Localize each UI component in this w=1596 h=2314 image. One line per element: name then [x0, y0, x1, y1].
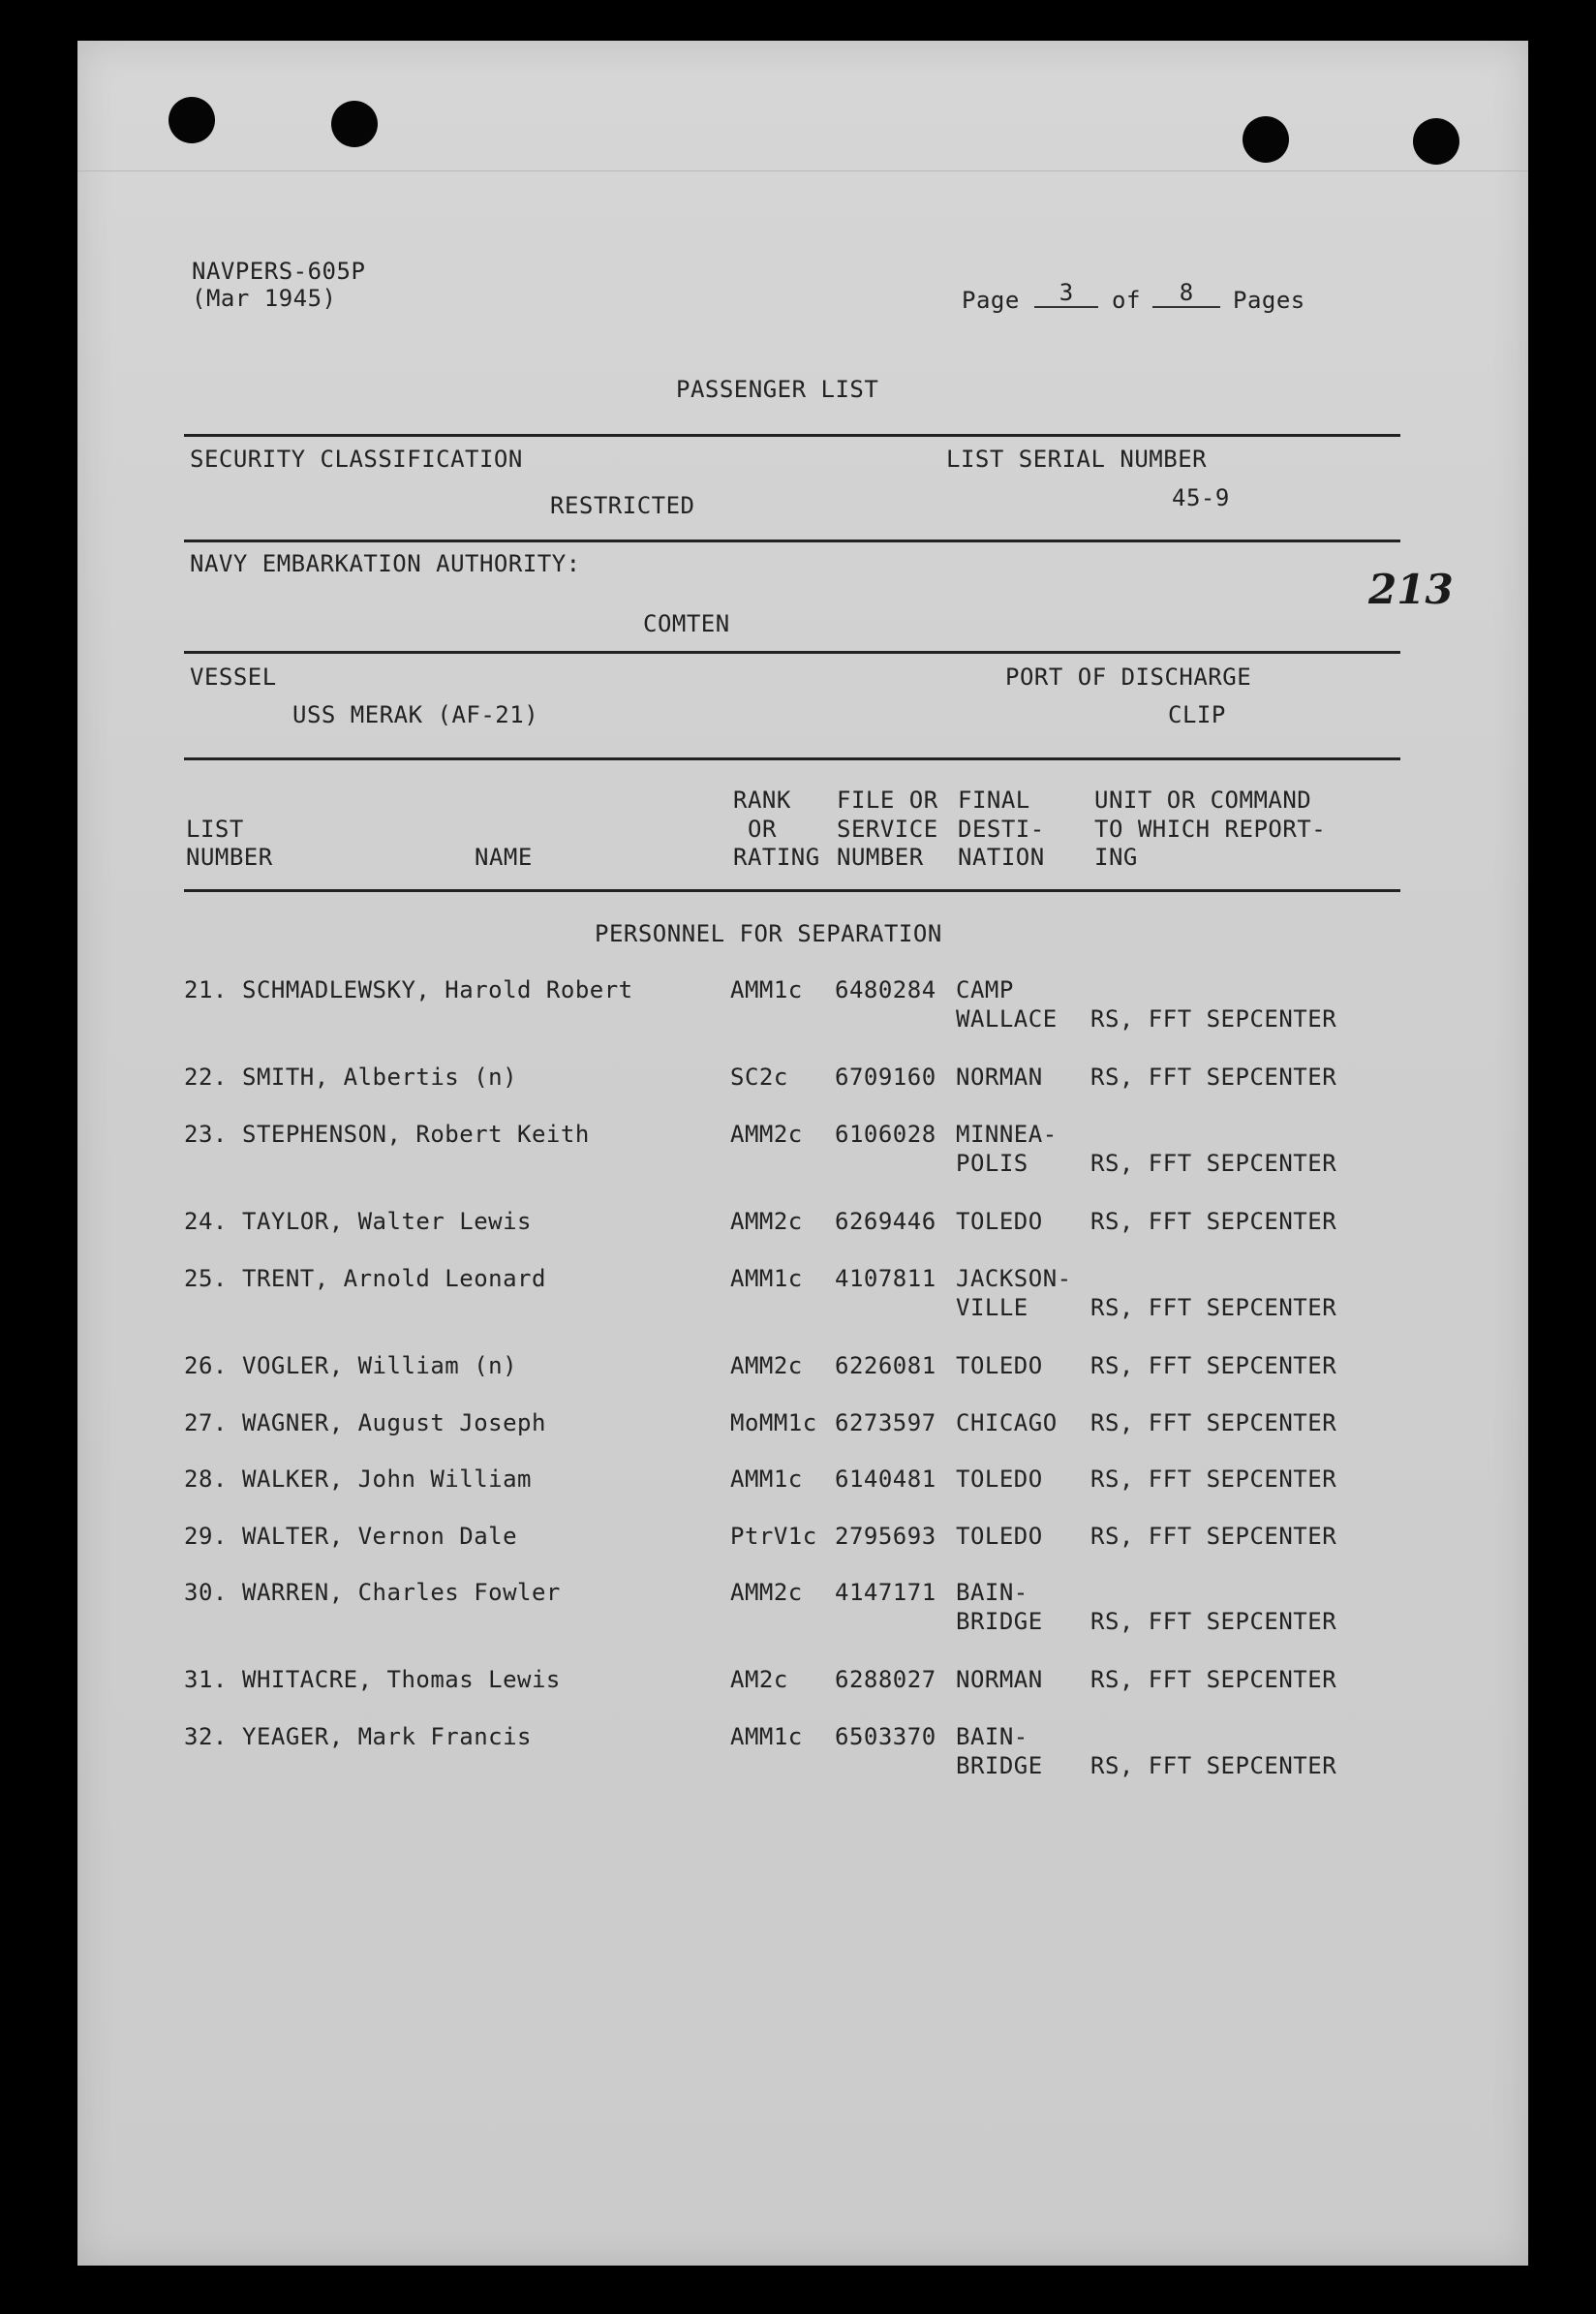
authority-label: NAVY EMBARKATION AUTHORITY: — [190, 550, 581, 577]
row-rank: AM2c — [730, 1666, 788, 1693]
divider — [184, 889, 1400, 892]
col-file-2: SERVICE — [837, 816, 938, 843]
row-unit: RS, FFT SEPCENTER — [1090, 1352, 1337, 1379]
row-destination-cont: BRIDGE — [956, 1752, 1043, 1779]
row-rank: MoMM1c — [730, 1409, 817, 1436]
row-list-number: 24. — [184, 1208, 228, 1235]
punch-hole-2 — [331, 101, 378, 147]
row-list-number: 31. — [184, 1666, 228, 1693]
row-destination: CHICAGO — [956, 1409, 1058, 1436]
row-unit: RS, FFT SEPCENTER — [1090, 1064, 1337, 1091]
col-dest-3: NATION — [958, 844, 1045, 871]
row-destination: TOLEDO — [956, 1523, 1043, 1550]
row-name: SMITH, Albertis (n) — [242, 1064, 518, 1091]
row-name: WARREN, Charles Fowler — [242, 1579, 561, 1606]
row-unit: RS, FFT SEPCENTER — [1090, 1752, 1337, 1779]
stamp-number: 213 — [1368, 566, 1454, 613]
security-value: RESTRICTED — [550, 492, 695, 519]
row-destination: BAIN- — [956, 1579, 1028, 1606]
row-name: WHITACRE, Thomas Lewis — [242, 1666, 561, 1693]
row-rank: AMM2c — [730, 1579, 803, 1606]
row-rank: AMM2c — [730, 1352, 803, 1379]
col-name: NAME — [475, 844, 533, 871]
row-unit: RS, FFT SEPCENTER — [1090, 1409, 1337, 1436]
row-name: WALTER, Vernon Dale — [242, 1523, 518, 1550]
row-name: TRENT, Arnold Leonard — [242, 1265, 546, 1292]
row-destination-cont: BRIDGE — [956, 1608, 1043, 1635]
row-list-number: 28. — [184, 1466, 228, 1493]
serial-value: 45-9 — [1172, 484, 1230, 511]
row-destination: MINNEA- — [956, 1121, 1058, 1148]
row-destination-cont: POLIS — [956, 1150, 1028, 1177]
row-unit: RS, FFT SEPCENTER — [1090, 1150, 1337, 1177]
row-list-number: 30. — [184, 1579, 228, 1606]
divider — [184, 651, 1400, 654]
col-dest-1: FINAL — [958, 787, 1030, 814]
table-row — [0, 1121, 1596, 1198]
punch-hole-1 — [169, 97, 215, 143]
row-file-number: 6269446 — [835, 1208, 936, 1235]
security-label: SECURITY CLASSIFICATION — [190, 446, 523, 473]
row-unit: RS, FFT SEPCENTER — [1090, 1208, 1337, 1235]
row-rank: AMM1c — [730, 976, 803, 1003]
col-rank-2: OR — [748, 816, 777, 843]
vessel-value: USS MERAK (AF-21) — [292, 701, 539, 728]
row-file-number: 6480284 — [835, 976, 936, 1003]
pages-label: Pages — [1233, 287, 1305, 314]
col-list-number-1: LIST — [186, 816, 244, 843]
row-file-number: 2795693 — [835, 1523, 936, 1550]
col-unit-1: UNIT OR COMMAND — [1094, 787, 1312, 814]
row-unit: RS, FFT SEPCENTER — [1090, 1466, 1337, 1493]
page-of-label: of — [1112, 287, 1141, 314]
divider — [184, 434, 1400, 437]
row-unit: RS, FFT SEPCENTER — [1090, 1608, 1337, 1635]
row-unit: RS, FFT SEPCENTER — [1090, 1294, 1337, 1321]
row-destination: JACKSON- — [956, 1265, 1072, 1292]
row-destination: TOLEDO — [956, 1352, 1043, 1379]
row-rank: PtrV1c — [730, 1523, 817, 1550]
row-file-number: 6273597 — [835, 1409, 936, 1436]
port-label: PORT OF DISCHARGE — [1005, 663, 1252, 691]
divider — [184, 757, 1400, 760]
row-list-number: 23. — [184, 1121, 228, 1148]
row-file-number: 6226081 — [835, 1352, 936, 1379]
row-name: SCHMADLEWSKY, Harold Robert — [242, 976, 633, 1003]
row-destination: CAMP — [956, 976, 1014, 1003]
row-rank: AMM1c — [730, 1723, 803, 1750]
row-list-number: 32. — [184, 1723, 228, 1750]
table-row — [0, 1579, 1596, 1656]
col-file-3: NUMBER — [837, 844, 924, 871]
col-unit-3: ING — [1094, 844, 1138, 871]
row-list-number: 25. — [184, 1265, 228, 1292]
row-list-number: 21. — [184, 976, 228, 1003]
row-list-number: 27. — [184, 1409, 228, 1436]
document-title: PASSENGER LIST — [676, 376, 879, 403]
row-rank: AMM1c — [730, 1265, 803, 1292]
page-label: Page — [962, 287, 1020, 314]
form-code: NAVPERS-605P — [192, 258, 366, 285]
col-rank-1: RANK — [733, 787, 791, 814]
row-name: YEAGER, Mark Francis — [242, 1723, 532, 1750]
row-file-number: 6140481 — [835, 1466, 936, 1493]
row-destination: TOLEDO — [956, 1466, 1043, 1493]
page-total: 8 — [1152, 279, 1220, 308]
table-row — [0, 976, 1596, 1054]
row-destination-cont: VILLE — [956, 1294, 1028, 1321]
section-title: PERSONNEL FOR SEPARATION — [595, 920, 942, 947]
punch-hole-4 — [1413, 118, 1459, 165]
row-file-number: 6106028 — [835, 1121, 936, 1148]
row-file-number: 6503370 — [835, 1723, 936, 1750]
form-date: (Mar 1945) — [192, 285, 337, 312]
table-row — [0, 1265, 1596, 1342]
col-file-1: FILE OR — [837, 787, 938, 814]
col-list-number-2: NUMBER — [186, 844, 273, 871]
row-file-number: 6709160 — [835, 1064, 936, 1091]
row-file-number: 4147171 — [835, 1579, 936, 1606]
col-unit-2: TO WHICH REPORT- — [1094, 816, 1327, 843]
table-row — [0, 1723, 1596, 1801]
row-list-number: 29. — [184, 1523, 228, 1550]
vessel-label: VESSEL — [190, 663, 277, 691]
row-rank: AMM1c — [730, 1466, 803, 1493]
row-list-number: 22. — [184, 1064, 228, 1091]
row-name: WALKER, John William — [242, 1466, 532, 1493]
row-file-number: 6288027 — [835, 1666, 936, 1693]
row-destination: NORMAN — [956, 1666, 1043, 1693]
punch-hole-3 — [1243, 116, 1289, 163]
serial-label: LIST SERIAL NUMBER — [946, 446, 1208, 473]
row-unit: RS, FFT SEPCENTER — [1090, 1666, 1337, 1693]
row-destination: NORMAN — [956, 1064, 1043, 1091]
col-dest-2: DESTI- — [958, 816, 1045, 843]
row-name: STEPHENSON, Robert Keith — [242, 1121, 590, 1148]
row-rank: AMM2c — [730, 1208, 803, 1235]
row-name: TAYLOR, Walter Lewis — [242, 1208, 532, 1235]
row-destination-cont: WALLACE — [956, 1005, 1058, 1033]
page-current: 3 — [1034, 279, 1098, 308]
row-rank: AMM2c — [730, 1121, 803, 1148]
row-destination: BAIN- — [956, 1723, 1028, 1750]
row-destination: TOLEDO — [956, 1208, 1043, 1235]
row-name: WAGNER, August Joseph — [242, 1409, 546, 1436]
row-unit: RS, FFT SEPCENTER — [1090, 1523, 1337, 1550]
divider — [184, 540, 1400, 542]
page-fold-line — [77, 170, 1528, 171]
row-list-number: 26. — [184, 1352, 228, 1379]
authority-value: COMTEN — [643, 610, 730, 637]
row-file-number: 4107811 — [835, 1265, 936, 1292]
port-value: CLIP — [1168, 701, 1226, 728]
col-rank-3: RATING — [733, 844, 820, 871]
row-rank: SC2c — [730, 1064, 788, 1091]
row-name: VOGLER, William (n) — [242, 1352, 518, 1379]
row-unit: RS, FFT SEPCENTER — [1090, 1005, 1337, 1033]
